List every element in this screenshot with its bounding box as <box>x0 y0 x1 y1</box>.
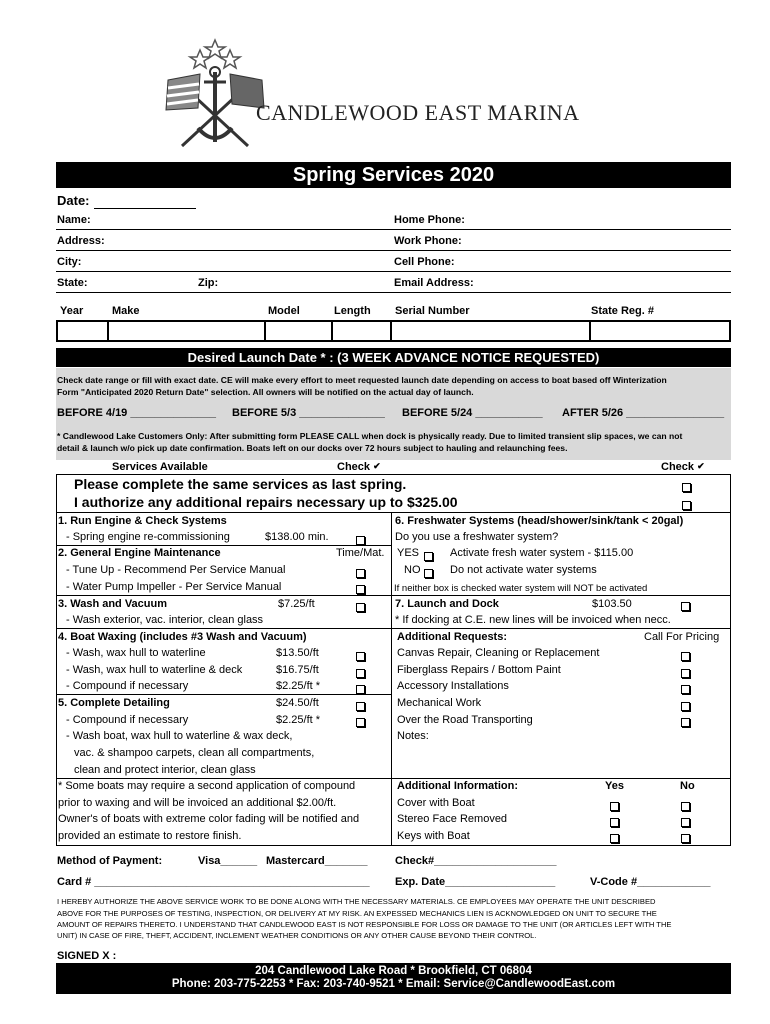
marina-name: CANDLEWOOD EAST MARINA <box>256 100 580 125</box>
no-header: No <box>680 780 695 792</box>
serial-header: Serial Number <box>395 305 470 317</box>
compound-note-1: * Some boats may require a second application of compound <box>58 780 356 792</box>
address-line[interactable] <box>56 250 731 251</box>
request-item-checkbox[interactable] <box>681 648 690 666</box>
service-7-price: $103.50 <box>592 598 632 610</box>
service-3-item: - Wash exterior, vac. interior, clean glass <box>66 614 264 626</box>
payment-method-label: Method of Payment: <box>57 855 163 867</box>
city-line[interactable] <box>56 271 731 272</box>
freshwater-no-text: Do not activate water systems <box>450 564 597 576</box>
notice-line-2: I authorize any additional repairs necessary up to $325.00 <box>74 494 458 510</box>
name-line[interactable] <box>56 229 731 230</box>
state-label: State: <box>57 277 88 289</box>
notice-1-checkbox[interactable] <box>682 479 691 497</box>
page-title: Spring Services 2020 <box>56 162 731 188</box>
freshwater-no-checkbox[interactable] <box>424 565 433 583</box>
launch-option-419[interactable]: BEFORE 4/19 ______________ <box>57 407 217 419</box>
service-5-title: 5. Complete Detailing <box>58 697 170 709</box>
marina-logo <box>160 38 270 150</box>
mastercard-option[interactable]: Mastercard_______ <box>266 855 368 867</box>
cell-phone-label: Cell Phone: <box>394 256 455 268</box>
request-item: Fiberglass Repairs / Bottom Paint <box>397 664 561 676</box>
authorization-text: AMOUNT OF REPAIRS THERETO. I UNDERSTAND THAT CANDLEWOOD EAST IS NOT RESPONSIBLE FOR LOSS OR DAMAGE TO THE UNIT (OR ARTICLES LEFT WITH THE <box>57 920 672 929</box>
card-number-field[interactable]: Card # _____________________________________________ <box>57 876 370 888</box>
service-4-title: 4. Boat Waxing (includes #3 Wash and Vacuum) <box>58 631 307 643</box>
city-label: City: <box>57 256 82 268</box>
service-7-title: 7. Launch and Dock <box>395 598 499 610</box>
freshwater-no-label: NO <box>404 564 421 576</box>
service-1-item: - Spring engine re-commissioning <box>66 531 230 543</box>
service-2-price: Time/Mat. <box>336 547 385 559</box>
notice-line-1: Please complete the same services as last spring. <box>74 476 407 492</box>
check-number-field[interactable]: Check#____________________ <box>395 855 557 867</box>
authorization-text: I HEREBY AUTHORIZE THE ABOVE SERVICE WORK TO BE DONE ALONG WITH THE NECESSARY MATERIALS. CE EMPLOYEES MAY OPERATE THE UNIT DESCRIBED <box>57 897 656 906</box>
launch-banner: Desired Launch Date * : (3 WEEK ADVANCE NOTICE REQUESTED) <box>56 348 731 367</box>
request-item: Accessory Installations <box>397 680 509 692</box>
make-header: Make <box>112 305 140 317</box>
checkmark-icon: ✔ <box>373 461 381 471</box>
state-line[interactable] <box>56 292 731 293</box>
request-item: Over the Road Transporting <box>397 714 533 726</box>
launch-option-524[interactable]: BEFORE 5/24 ___________ <box>402 407 543 419</box>
service-5-item-4: clean and protect interior, clean glass <box>74 764 256 776</box>
service-4-item-1: - Wash, wax hull to waterline <box>66 647 206 659</box>
footer-address: 204 Candlewood Lake Road * Brookfield, CT 06804 <box>255 965 532 977</box>
info-item: Stereo Face Removed <box>397 813 508 825</box>
service-5-item-2: - Wash boat, wax hull to waterline & wax deck, <box>66 730 293 742</box>
date-field[interactable] <box>94 208 196 209</box>
address-label: Address: <box>57 235 105 247</box>
signature-label[interactable]: SIGNED X : <box>57 950 117 962</box>
date-label: Date: <box>57 193 90 208</box>
checkmark-icon: ✔ <box>697 461 705 471</box>
service-4-price-3: $2.25/ft * <box>276 680 321 692</box>
request-item-checkbox[interactable] <box>681 681 690 699</box>
freshwater-yes-checkbox[interactable] <box>424 548 433 566</box>
request-item: Canvas Repair, Cleaning or Replacement <box>397 647 600 659</box>
authorization-text: ABOVE FOR THE PURPOSES OF TESTING, INSPECTION, OR DELIVERY AT MY RISK. AN EXPESSED MECHANICS LIEN IS ACKNOWLEDGED ON UNIT TO SECURE THE <box>57 909 657 918</box>
additional-info-title: Additional Information: <box>397 780 518 792</box>
home-phone-label: Home Phone: <box>394 214 465 226</box>
service-2-title: 2. General Engine Maintenance <box>58 547 221 559</box>
service-5-price-1: $2.25/ft * <box>276 714 321 726</box>
service-5-item-1-checkbox[interactable] <box>356 714 365 732</box>
service-3-price: $7.25/ft <box>278 598 315 610</box>
service-6-title: 6. Freshwater Systems (head/shower/sink/tank < 20gal) <box>395 515 684 527</box>
service-1-title: 1. Run Engine & Check Systems <box>58 515 227 527</box>
additional-requests-title: Additional Requests: <box>397 631 508 643</box>
freshwater-yes-text: Activate fresh water system - $115.00 <box>450 547 634 559</box>
service-5-item-1: - Compound if necessary <box>66 714 189 726</box>
service-2-item-2-checkbox[interactable] <box>356 581 365 599</box>
service-1-price: $138.00 min. <box>265 531 329 543</box>
check-header-left: Check ✔ <box>337 461 381 473</box>
boat-info-row[interactable] <box>56 320 731 342</box>
service-2-item-2: - Water Pump Impeller - Per Service Manual <box>66 581 282 593</box>
length-header: Length <box>334 305 371 317</box>
authorization-text: UNIT) IN CASE OF FIRE, THEFT, ACCIDENT, INCLEMENT WEATHER CONDITIONS OR ANY OTHER CAUSE BEYOND THEIR CONTROL. <box>57 931 537 940</box>
state-reg-header: State Reg. # <box>591 305 654 317</box>
email-label: Email Address: <box>394 277 474 289</box>
name-label: Name: <box>57 214 91 226</box>
compound-note-3: Owner's of boats with extreme color fading will be notified and <box>58 813 360 825</box>
info-no-checkbox[interactable] <box>681 830 690 848</box>
service-6-question: Do you use a freshwater system? <box>395 531 559 543</box>
service-7-checkbox[interactable] <box>681 598 690 616</box>
yes-header: Yes <box>605 780 624 792</box>
zip-label: Zip: <box>198 277 219 289</box>
model-header: Model <box>268 305 300 317</box>
freshwater-yes-label: YES <box>397 547 420 559</box>
check-header-right: Check ✔ <box>661 461 705 473</box>
freshwater-note: If neither box is checked water system will NOT be activated <box>394 583 648 594</box>
service-4-price-2: $16.75/ft <box>276 664 319 676</box>
info-item: Keys with Boat <box>397 830 470 842</box>
compound-note-4: provided an estimate to restore finish. <box>58 830 242 842</box>
info-item: Cover with Boat <box>397 797 475 809</box>
service-4-item-3: - Compound if necessary <box>66 680 189 692</box>
lake-note: * Candlewood Lake Customers Only: After submitting form PLEASE CALL when dock is physically ready. Due to limited transient slip spaces, we can not <box>57 431 683 441</box>
launch-option-53[interactable]: BEFORE 5/3 ______________ <box>232 407 385 419</box>
services-available-header: Services Available <box>112 461 208 473</box>
exp-date-field[interactable]: Exp. Date__________________ <box>395 876 556 888</box>
service-4-item-3-checkbox[interactable] <box>356 681 365 699</box>
call-for-pricing: Call For Pricing <box>644 631 720 643</box>
footer <box>56 963 731 994</box>
launch-note-2: Form "Anticipated 2020 Return Date" selection. All owners will be notified on the actual day of launch. <box>57 387 474 397</box>
visa-option[interactable]: Visa______ <box>198 855 258 867</box>
service-3-checkbox[interactable] <box>356 599 365 617</box>
service-7-note: * If docking at C.E. new lines will be invoiced when necc. <box>395 614 671 626</box>
vcode-field[interactable]: V-Code #____________ <box>590 876 711 888</box>
notes-label[interactable]: Notes: <box>397 730 429 742</box>
request-item-checkbox[interactable] <box>681 714 690 732</box>
service-2-item-1: - Tune Up - Recommend Per Service Manual <box>66 564 286 576</box>
launch-note: Check date range or fill with exact date. CE will make every effort to meet requested launch date depending on access to boat based off Winterization <box>57 375 667 385</box>
service-3-title: 3. Wash and Vacuum <box>58 598 168 610</box>
lake-note-2: detail & launch w/o pick up date confirmation. Boats left on our docks over 72 hours subject to hauling and relaunching fees. <box>57 443 568 453</box>
service-4-item-2: - Wash, wax hull to waterline & deck <box>66 664 243 676</box>
info-yes-checkbox[interactable] <box>610 830 619 848</box>
service-5-item-3: vac. & shampoo carpets, clean all compartments, <box>74 747 315 759</box>
compound-note-2: prior to waxing and will be invoiced an additional $2.00/ft. <box>58 797 337 809</box>
service-4-item-1-checkbox[interactable] <box>356 648 365 666</box>
footer-contact: Phone: 203-775-2253 * Fax: 203-740-9521 * Email: Service@CandlewoodEast.com <box>171 978 616 990</box>
year-header: Year <box>60 305 84 317</box>
service-4-price-1: $13.50/ft <box>276 647 319 659</box>
request-item: Mechanical Work <box>397 697 482 709</box>
work-phone-label: Work Phone: <box>394 235 462 247</box>
launch-option-526[interactable]: AFTER 5/26 ________________ <box>562 407 725 419</box>
service-5-price: $24.50/ft <box>276 697 319 709</box>
